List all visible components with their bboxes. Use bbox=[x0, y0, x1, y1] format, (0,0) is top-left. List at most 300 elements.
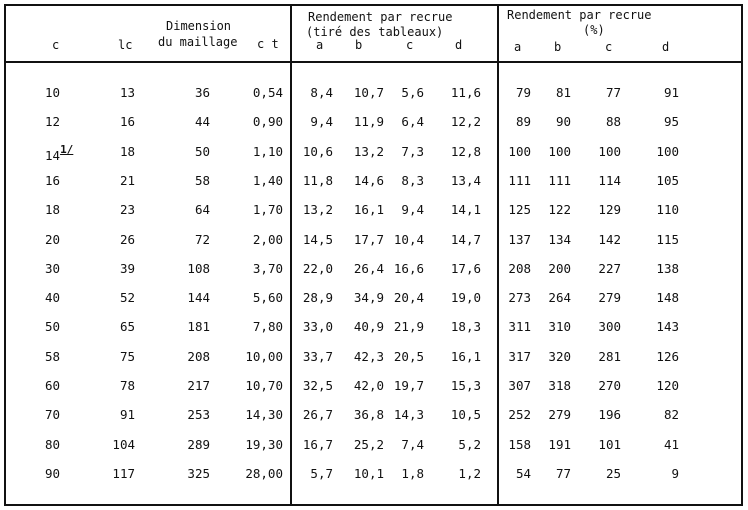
cell-value: 14,30 bbox=[245, 407, 283, 422]
cell-pd bbox=[656, 233, 679, 247]
cell-lc bbox=[120, 320, 135, 334]
cell-value: 14,3 bbox=[393, 407, 424, 422]
cell-cc bbox=[394, 379, 424, 393]
cell-lc bbox=[120, 174, 135, 188]
cell-value: 100 bbox=[548, 144, 571, 159]
cell-value: 320 bbox=[548, 349, 571, 364]
header-group3-line2: (%) bbox=[583, 23, 605, 37]
cell-value: 279 bbox=[548, 407, 571, 422]
cell-pb bbox=[548, 379, 571, 393]
cell-a bbox=[310, 86, 333, 100]
cell-value: 21,9 bbox=[393, 319, 424, 334]
cell-value: 79 bbox=[515, 85, 531, 100]
cell-value: 9,4 bbox=[401, 202, 424, 217]
cell-value: 60 bbox=[44, 378, 60, 393]
header-divider bbox=[4, 61, 743, 63]
cell-value: 90 bbox=[44, 466, 60, 481]
cell-maillage bbox=[195, 145, 210, 159]
cell-value: 41 bbox=[663, 437, 679, 452]
cell-value: 137 bbox=[508, 232, 531, 247]
cell-cc bbox=[394, 262, 424, 276]
cell-ct bbox=[253, 174, 283, 188]
cell-pd bbox=[656, 145, 679, 159]
cell-ct bbox=[245, 350, 283, 364]
cell-pa bbox=[508, 145, 531, 159]
cell-value: 40,9 bbox=[353, 319, 384, 334]
cell-value: 91 bbox=[119, 407, 135, 422]
cell-value: 77 bbox=[605, 85, 621, 100]
cell-value: 5,2 bbox=[458, 437, 481, 452]
cell-cc bbox=[401, 115, 424, 129]
cell-lc bbox=[120, 203, 135, 217]
cell-value: 134 bbox=[548, 232, 571, 247]
cell-c bbox=[45, 115, 60, 129]
cell-value: 12 bbox=[44, 114, 60, 129]
cell-pc bbox=[598, 438, 621, 452]
cell-pd bbox=[664, 115, 679, 129]
cell-lc bbox=[112, 467, 135, 481]
cell-pa bbox=[516, 86, 531, 100]
cell-value: 70 bbox=[44, 407, 60, 422]
cell-lc bbox=[120, 145, 135, 159]
cell-ct bbox=[253, 233, 283, 247]
cell-value: 10,6 bbox=[302, 144, 333, 159]
cell-value: 6,4 bbox=[401, 114, 424, 129]
cell-pb bbox=[548, 145, 571, 159]
cell-value: 10,70 bbox=[245, 378, 283, 393]
cell-value: 16 bbox=[44, 173, 60, 188]
cell-pc bbox=[606, 115, 621, 129]
cell-maillage bbox=[187, 438, 210, 452]
cell-value: 36,8 bbox=[353, 407, 384, 422]
cell-d bbox=[451, 291, 481, 305]
cell-value: 16,7 bbox=[302, 437, 333, 452]
cell-ct bbox=[253, 203, 283, 217]
header-ct: c t bbox=[257, 37, 279, 51]
cell-value: 19,0 bbox=[450, 290, 481, 305]
cell-value: 0,54 bbox=[252, 85, 283, 100]
cell-maillage bbox=[195, 115, 210, 129]
cell-ct bbox=[245, 438, 283, 452]
cell-b bbox=[354, 262, 384, 276]
cell-value: 10,7 bbox=[353, 85, 384, 100]
cell-c bbox=[45, 350, 60, 364]
cell-pa bbox=[508, 262, 531, 276]
cell-value: 91 bbox=[663, 85, 679, 100]
cell-value: 75 bbox=[119, 349, 135, 364]
cell-value: 26,4 bbox=[353, 261, 384, 276]
header-sub-b: b bbox=[355, 38, 363, 52]
cell-pb bbox=[548, 233, 571, 247]
cell-pa bbox=[508, 408, 531, 422]
cell-maillage bbox=[187, 291, 210, 305]
cell-value: 158 bbox=[508, 437, 531, 452]
cell-maillage bbox=[195, 203, 210, 217]
cell-a bbox=[303, 408, 333, 422]
cell-value: 5,7 bbox=[310, 466, 333, 481]
cell-pa bbox=[508, 174, 531, 188]
cell-pd bbox=[664, 438, 679, 452]
cell-value: 17,7 bbox=[353, 232, 384, 247]
cell-value: 318 bbox=[548, 378, 571, 393]
cell-cc bbox=[394, 350, 424, 364]
cell-a bbox=[303, 291, 333, 305]
cell-pd bbox=[656, 320, 679, 334]
header-dimension-line1: Dimension bbox=[166, 19, 232, 33]
cell-d bbox=[458, 467, 481, 481]
cell-d bbox=[451, 379, 481, 393]
cell-value: 14,5 bbox=[302, 232, 333, 247]
cell-pb bbox=[556, 86, 571, 100]
cell-pd bbox=[656, 203, 679, 217]
cell-pc bbox=[606, 467, 621, 481]
cell-a bbox=[303, 320, 333, 334]
cell-cc bbox=[394, 320, 424, 334]
cell-value: 54 bbox=[515, 466, 531, 481]
cell-pb bbox=[548, 438, 571, 452]
cell-cc bbox=[394, 291, 424, 305]
cell-value: 20,4 bbox=[393, 290, 424, 305]
header-sub-c: c bbox=[406, 38, 414, 52]
cell-value: 18 bbox=[44, 202, 60, 217]
cell-pd bbox=[656, 291, 679, 305]
cell-value: 1,2 bbox=[458, 466, 481, 481]
cell-lc bbox=[120, 262, 135, 276]
cell-pa bbox=[508, 233, 531, 247]
cell-cc bbox=[401, 145, 424, 159]
cell-ct bbox=[253, 145, 283, 159]
cell-value: 11,8 bbox=[302, 173, 333, 188]
cell-d bbox=[451, 86, 481, 100]
header-pct-b: b bbox=[554, 40, 562, 54]
cell-value: 18 bbox=[119, 144, 135, 159]
cell-value: 196 bbox=[598, 407, 621, 422]
cell-cc bbox=[401, 86, 424, 100]
cell-a bbox=[303, 233, 333, 247]
cell-value: 317 bbox=[508, 349, 531, 364]
cell-value: 100 bbox=[656, 144, 679, 159]
cell-cc bbox=[394, 408, 424, 422]
header-sub-a: a bbox=[316, 38, 324, 52]
header-group3-line1: Rendement par recrue bbox=[507, 8, 652, 22]
cell-value: 11,9 bbox=[353, 114, 384, 129]
cell-value: 82 bbox=[663, 407, 679, 422]
cell-pa bbox=[516, 115, 531, 129]
cell-value: 129 bbox=[598, 202, 621, 217]
cell-value: 105 bbox=[656, 173, 679, 188]
cell-value: 111 bbox=[548, 173, 571, 188]
cell-maillage bbox=[187, 408, 210, 422]
cell-value: 10,5 bbox=[450, 407, 481, 422]
cell-ct bbox=[253, 320, 283, 334]
cell-pc bbox=[598, 262, 621, 276]
cell-value: 108 bbox=[187, 261, 210, 276]
cell-value: 273 bbox=[508, 290, 531, 305]
cell-value: 44 bbox=[194, 114, 210, 129]
cell-value: 289 bbox=[187, 437, 210, 452]
cell-ct bbox=[253, 115, 283, 129]
cell-pc bbox=[606, 86, 621, 100]
cell-value: 52 bbox=[119, 290, 135, 305]
cell-b bbox=[354, 174, 384, 188]
cell-lc bbox=[120, 233, 135, 247]
cell-value: 15,3 bbox=[450, 378, 481, 393]
cell-pc bbox=[598, 320, 621, 334]
cell-value: 20,5 bbox=[393, 349, 424, 364]
cell-d bbox=[451, 174, 481, 188]
cell-c bbox=[45, 145, 73, 163]
cell-value: 19,7 bbox=[393, 378, 424, 393]
column-divider-1 bbox=[290, 4, 292, 506]
cell-value: 95 bbox=[663, 114, 679, 129]
cell-cc bbox=[401, 467, 424, 481]
cell-d bbox=[451, 203, 481, 217]
cell-value: 8,4 bbox=[310, 85, 333, 100]
cell-value: 1,40 bbox=[252, 173, 283, 188]
header-sub-d: d bbox=[455, 38, 463, 52]
cell-value: 32,5 bbox=[302, 378, 333, 393]
cell-value: 77 bbox=[555, 466, 571, 481]
cell-value: 144 bbox=[187, 290, 210, 305]
cell-d bbox=[451, 320, 481, 334]
cell-value: 12,8 bbox=[450, 144, 481, 159]
cell-maillage bbox=[187, 320, 210, 334]
cell-value: 104 bbox=[112, 437, 135, 452]
cell-maillage bbox=[187, 262, 210, 276]
cell-value: 19,30 bbox=[245, 437, 283, 452]
cell-pb bbox=[548, 262, 571, 276]
cell-value: 191 bbox=[548, 437, 571, 452]
cell-pa bbox=[516, 467, 531, 481]
cell-value: 279 bbox=[598, 290, 621, 305]
cell-a bbox=[310, 115, 333, 129]
column-divider-2 bbox=[497, 4, 499, 506]
cell-value: 28,9 bbox=[302, 290, 333, 305]
cell-d bbox=[451, 115, 481, 129]
cell-value: 58 bbox=[44, 349, 60, 364]
cell-value: 1,70 bbox=[252, 202, 283, 217]
cell-lc bbox=[120, 86, 135, 100]
cell-c bbox=[45, 86, 60, 100]
cell-a bbox=[310, 467, 333, 481]
cell-lc bbox=[120, 115, 135, 129]
cell-cc bbox=[401, 174, 424, 188]
cell-value: 122 bbox=[548, 202, 571, 217]
cell-value: 7,3 bbox=[401, 144, 424, 159]
cell-cc bbox=[401, 438, 424, 452]
cell-value: 101 bbox=[598, 437, 621, 452]
cell-value: 208 bbox=[187, 349, 210, 364]
cell-pb bbox=[556, 467, 571, 481]
cell-value: 270 bbox=[598, 378, 621, 393]
cell-pd bbox=[664, 408, 679, 422]
header-pct-a: a bbox=[514, 40, 522, 54]
cell-ct bbox=[245, 408, 283, 422]
cell-d bbox=[451, 145, 481, 159]
cell-ct bbox=[245, 467, 283, 481]
header-lc: lc bbox=[118, 38, 133, 52]
cell-value: 23 bbox=[119, 202, 135, 217]
cell-lc bbox=[112, 438, 135, 452]
cell-value: 80 bbox=[44, 437, 60, 452]
cell-value: 13,2 bbox=[353, 144, 384, 159]
cell-pc bbox=[598, 174, 621, 188]
cell-pb bbox=[556, 115, 571, 129]
cell-pc bbox=[598, 379, 621, 393]
cell-value: 12,2 bbox=[450, 114, 481, 129]
cell-value: 13 bbox=[119, 85, 135, 100]
cell-value: 28,00 bbox=[245, 466, 283, 481]
cell-value: 40 bbox=[44, 290, 60, 305]
cell-b bbox=[354, 467, 384, 481]
cell-value: 81 bbox=[555, 85, 571, 100]
cell-pc bbox=[598, 408, 621, 422]
header-c: c bbox=[52, 38, 60, 52]
cell-pb bbox=[548, 291, 571, 305]
cell-c bbox=[45, 291, 60, 305]
cell-value: 300 bbox=[598, 319, 621, 334]
footnote-mark: 1/ bbox=[60, 143, 74, 156]
cell-b bbox=[354, 115, 384, 129]
cell-pa bbox=[508, 438, 531, 452]
cell-value: 18,3 bbox=[450, 319, 481, 334]
cell-value: 11,6 bbox=[450, 85, 481, 100]
cell-value: 50 bbox=[194, 144, 210, 159]
cell-pb bbox=[548, 203, 571, 217]
cell-b bbox=[354, 291, 384, 305]
cell-d bbox=[451, 233, 481, 247]
header-dimension-line2: du maillage bbox=[158, 35, 238, 49]
cell-value: 142 bbox=[598, 232, 621, 247]
header-group2-line2: (tiré des tableaux) bbox=[306, 25, 444, 39]
cell-a bbox=[303, 262, 333, 276]
cell-maillage bbox=[195, 174, 210, 188]
cell-d bbox=[451, 350, 481, 364]
cell-pd bbox=[671, 467, 679, 481]
cell-value: 7,80 bbox=[252, 319, 283, 334]
cell-value: 2,00 bbox=[252, 232, 283, 247]
cell-value: 9,4 bbox=[310, 114, 333, 129]
cell-lc bbox=[120, 379, 135, 393]
cell-value: 10 bbox=[44, 85, 60, 100]
cell-value: 100 bbox=[508, 144, 531, 159]
cell-b bbox=[354, 438, 384, 452]
cell-value: 117 bbox=[112, 466, 135, 481]
cell-maillage bbox=[195, 86, 210, 100]
cell-value: 252 bbox=[508, 407, 531, 422]
cell-value: 110 bbox=[656, 202, 679, 217]
cell-value: 0,90 bbox=[252, 114, 283, 129]
cell-value: 16,1 bbox=[353, 202, 384, 217]
cell-value: 10,1 bbox=[353, 466, 384, 481]
cell-maillage bbox=[195, 233, 210, 247]
cell-ct bbox=[253, 262, 283, 276]
cell-pc bbox=[598, 233, 621, 247]
cell-maillage bbox=[187, 350, 210, 364]
cell-ct bbox=[253, 291, 283, 305]
cell-b bbox=[354, 350, 384, 364]
cell-pc bbox=[598, 203, 621, 217]
cell-lc bbox=[120, 350, 135, 364]
cell-value: 114 bbox=[598, 173, 621, 188]
cell-pb bbox=[548, 350, 571, 364]
cell-pa bbox=[508, 379, 531, 393]
cell-value: 10,00 bbox=[245, 349, 283, 364]
cell-pc bbox=[598, 145, 621, 159]
cell-value: 39 bbox=[119, 261, 135, 276]
cell-value: 115 bbox=[656, 232, 679, 247]
cell-value: 13,4 bbox=[450, 173, 481, 188]
cell-value: 1,10 bbox=[252, 144, 283, 159]
cell-value: 26 bbox=[119, 232, 135, 247]
cell-pc bbox=[598, 350, 621, 364]
cell-ct bbox=[253, 86, 283, 100]
cell-cc bbox=[401, 203, 424, 217]
cell-a bbox=[303, 145, 333, 159]
cell-value: 58 bbox=[194, 173, 210, 188]
cell-value: 90 bbox=[555, 114, 571, 129]
cell-maillage bbox=[187, 379, 210, 393]
cell-value: 30 bbox=[44, 261, 60, 276]
cell-pd bbox=[656, 350, 679, 364]
cell-c bbox=[45, 408, 60, 422]
cell-value: 8,3 bbox=[401, 173, 424, 188]
cell-a bbox=[303, 174, 333, 188]
cell-c bbox=[45, 379, 60, 393]
cell-value: 10,4 bbox=[393, 232, 424, 247]
cell-lc bbox=[120, 408, 135, 422]
cell-d bbox=[451, 408, 481, 422]
cell-value: 311 bbox=[508, 319, 531, 334]
cell-c bbox=[45, 320, 60, 334]
cell-value: 208 bbox=[508, 261, 531, 276]
cell-value: 143 bbox=[656, 319, 679, 334]
cell-pd bbox=[656, 262, 679, 276]
cell-value: 17,6 bbox=[450, 261, 481, 276]
cell-value: 100 bbox=[598, 144, 621, 159]
cell-value: 33,0 bbox=[302, 319, 333, 334]
cell-value: 5,60 bbox=[252, 290, 283, 305]
cell-value: 72 bbox=[194, 232, 210, 247]
cell-a bbox=[303, 350, 333, 364]
cell-value: 281 bbox=[598, 349, 621, 364]
cell-value: 33,7 bbox=[302, 349, 333, 364]
cell-value: 14 bbox=[45, 148, 61, 164]
cell-maillage bbox=[187, 467, 210, 481]
cell-value: 36 bbox=[194, 85, 210, 100]
cell-b bbox=[354, 145, 384, 159]
cell-pb bbox=[548, 408, 571, 422]
cell-value: 7,4 bbox=[401, 437, 424, 452]
cell-value: 20 bbox=[44, 232, 60, 247]
cell-c bbox=[45, 233, 60, 247]
cell-value: 16,6 bbox=[393, 261, 424, 276]
cell-b bbox=[354, 86, 384, 100]
cell-b bbox=[354, 233, 384, 247]
cell-b bbox=[354, 203, 384, 217]
cell-pb bbox=[548, 174, 571, 188]
cell-d bbox=[458, 438, 481, 452]
table-frame bbox=[4, 4, 743, 506]
cell-value: 125 bbox=[508, 202, 531, 217]
cell-value: 120 bbox=[656, 378, 679, 393]
header-pct-c: c bbox=[605, 40, 613, 54]
cell-value: 78 bbox=[119, 378, 135, 393]
cell-pa bbox=[508, 320, 531, 334]
cell-value: 3,70 bbox=[252, 261, 283, 276]
cell-pa bbox=[508, 350, 531, 364]
cell-value: 264 bbox=[548, 290, 571, 305]
